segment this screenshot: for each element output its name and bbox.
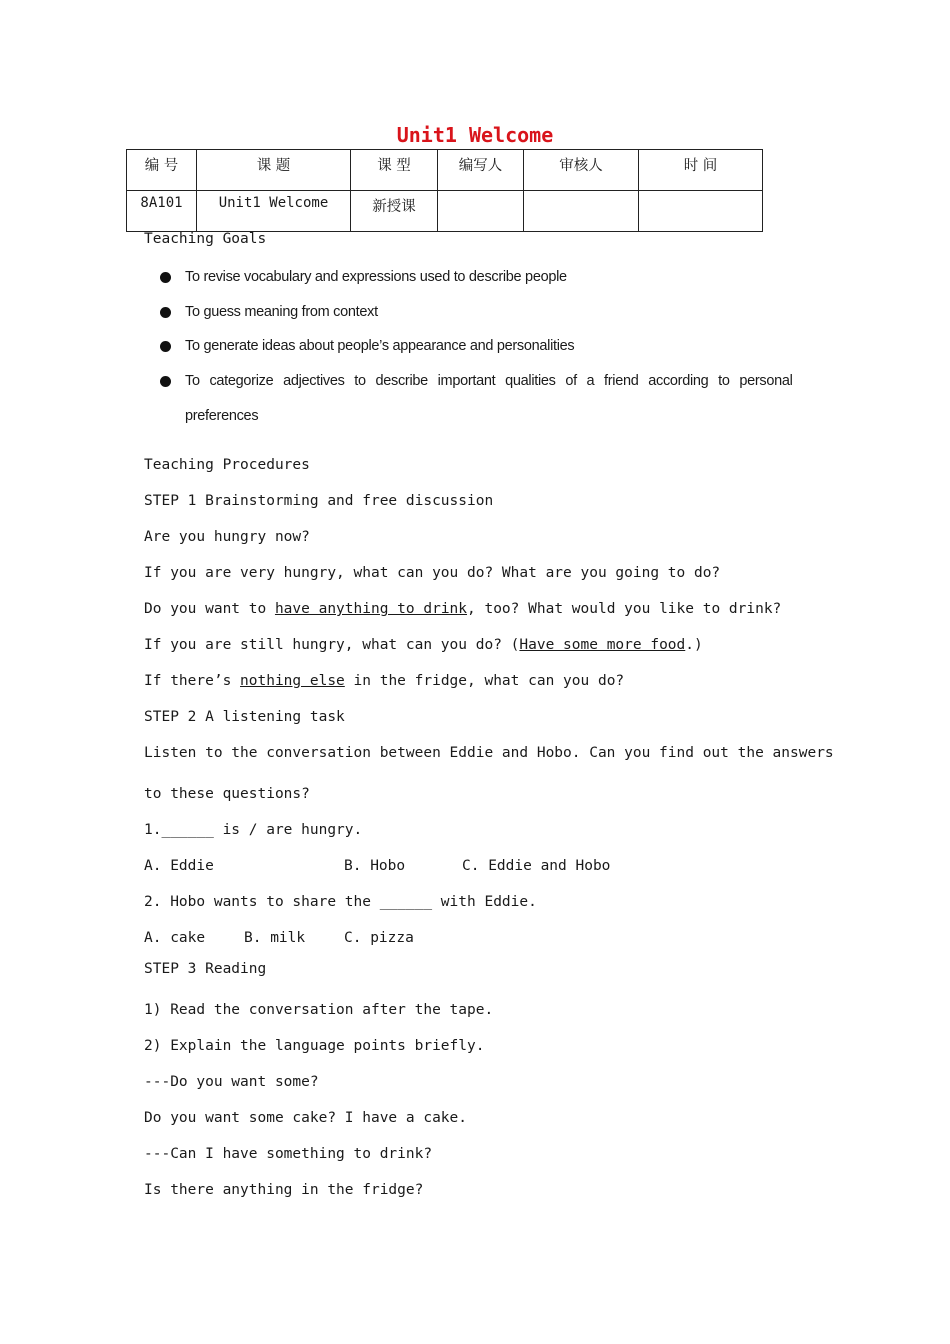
goal-text: To revise vocabulary and expressions used to describe people	[185, 269, 567, 285]
quiz-option: A. Eddie	[144, 858, 214, 874]
goal-continuation: preferences	[185, 408, 259, 424]
step1-question: If there’s nothing else in the fridge, what can you do?	[144, 673, 625, 689]
underlined-phrase: Have some more food	[519, 637, 686, 653]
step3-line: Do you want some cake? I have a cake.	[144, 1110, 468, 1126]
table-header-row	[127, 150, 763, 191]
quiz-question: 2. Hobo wants to share the ______ with Eddie.	[144, 894, 537, 910]
quiz-option: C. pizza	[344, 930, 414, 946]
step3-line: Is there anything in the fridge?	[144, 1182, 424, 1198]
cell-time	[639, 191, 763, 232]
bullet-icon	[160, 341, 171, 352]
header-reviewer: 审核人	[524, 150, 639, 191]
step2-intro: Listen to the conversation between Eddie and Hobo. Can you find out the answers	[144, 745, 834, 761]
step3-heading: STEP 3 Reading	[144, 961, 267, 977]
step1-question: Do you want to have anything to drink, too? What would you like to drink?	[144, 601, 782, 617]
lesson-info-table	[126, 149, 763, 232]
quiz-option: A. cake	[144, 930, 206, 946]
quiz-option: B. Hobo	[344, 858, 406, 874]
goals-heading: Teaching Goals	[144, 231, 267, 247]
procedures-heading: Teaching Procedures	[144, 457, 310, 473]
header-topic: 课 题	[197, 150, 351, 191]
underlined-phrase: nothing else	[240, 673, 345, 689]
quiz-option: B. milk	[244, 930, 306, 946]
step3-line: 1) Read the conversation after the tape.	[144, 1002, 494, 1018]
bullet-icon	[160, 307, 171, 318]
document-title: Unit1 Welcome	[396, 123, 554, 147]
step3-line: 2) Explain the language points briefly.	[144, 1038, 485, 1054]
step1-question: If you are very hungry, what can you do? What are you going to do?	[144, 565, 721, 581]
step1-question: If you are still hungry, what can you do? (Have some more food.)	[144, 637, 703, 653]
quiz-question: 1.______ is / are hungry.	[144, 822, 363, 838]
bullet-icon	[160, 272, 171, 283]
cell-author	[438, 191, 524, 232]
header-type: 课 型	[351, 150, 438, 191]
goal-text: To categorize adjectives to describe important qualities of a friend according to personal	[185, 372, 793, 389]
header-author: 编写人	[438, 150, 524, 191]
table-row	[127, 191, 763, 232]
bullet-icon	[160, 376, 171, 387]
step1-question: Are you hungry now?	[144, 529, 310, 545]
header-time: 时 间	[639, 150, 763, 191]
step2-intro: to these questions?	[144, 786, 310, 802]
step1-heading: STEP 1 Brainstorming and free discussion	[144, 493, 494, 509]
goal-text: To guess meaning from context	[185, 303, 378, 320]
step2-heading: STEP 2 A listening task	[144, 709, 345, 725]
cell-topic: Unit1 Welcome	[197, 191, 351, 232]
underlined-phrase: have anything to drink	[274, 601, 468, 617]
step3-line: ---Can I have something to drink?	[144, 1146, 433, 1162]
header-number: 编 号	[127, 150, 197, 191]
cell-type: 新授课	[351, 191, 438, 232]
quiz-option: C. Eddie and Hobo	[462, 858, 611, 874]
step3-line: ---Do you want some?	[144, 1074, 319, 1090]
cell-number: 8A101	[127, 191, 197, 232]
goal-text: To generate ideas about people’s appearance and personalities	[185, 338, 575, 354]
cell-reviewer	[524, 191, 639, 232]
